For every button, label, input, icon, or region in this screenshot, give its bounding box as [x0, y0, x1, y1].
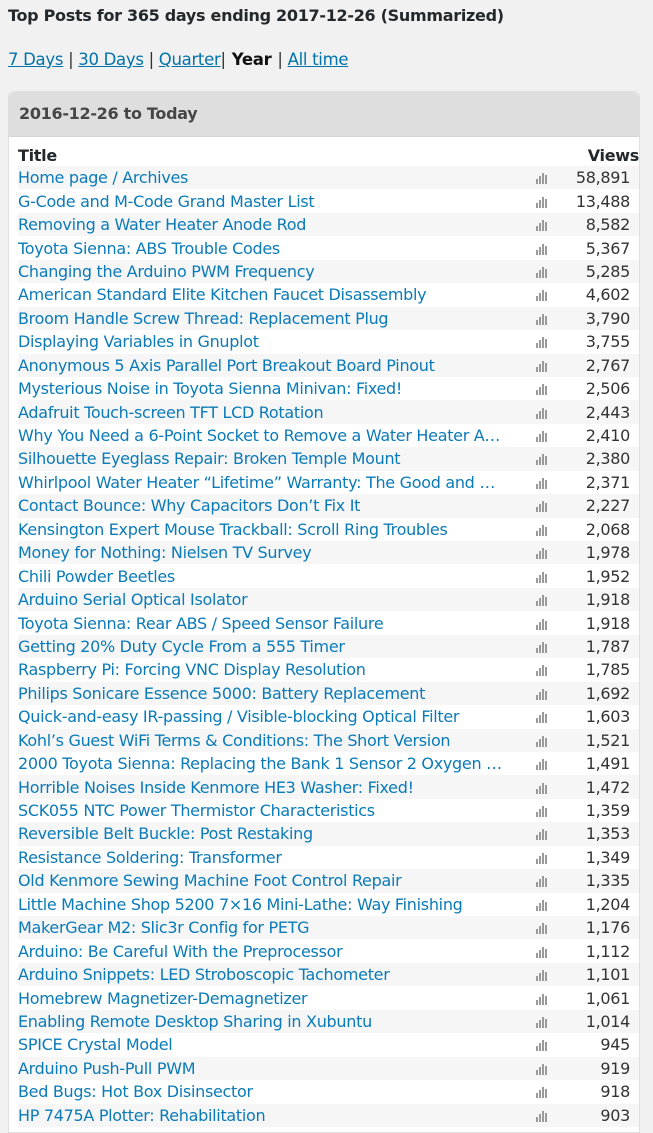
post-views: 2,443	[585, 402, 630, 422]
chart-bars-icon[interactable]	[536, 431, 547, 442]
post-views: 945	[600, 1035, 630, 1055]
post-views: 1,978	[585, 543, 630, 563]
post-views: 903	[600, 1105, 630, 1125]
post-views: 1,353	[585, 824, 630, 844]
table-row	[18, 822, 639, 845]
chart-bars-icon[interactable]	[536, 290, 547, 301]
chart-bars-icon[interactable]	[536, 1111, 547, 1122]
table-row	[18, 963, 639, 986]
post-title-link[interactable]: SCK055 NTC Power Thermistor Characteristics	[18, 801, 375, 821]
post-title-link[interactable]: Removing a Water Heater Anode Rod	[18, 215, 307, 235]
stats-cell	[530, 869, 552, 892]
stats-cell	[530, 424, 552, 447]
table-row	[18, 1104, 639, 1127]
post-title-link[interactable]: HP 7475A Plotter: Rehabilitation	[18, 1105, 266, 1125]
post-title-cell	[18, 1104, 530, 1127]
post-title-cell	[18, 307, 530, 330]
post-title-cell	[18, 330, 530, 353]
post-title-link[interactable]: Little Machine Shop 5200 7×16 Mini-Lathe: Way Finishing	[18, 894, 463, 914]
post-title-cell	[18, 564, 530, 587]
chart-bars-icon[interactable]	[536, 1087, 547, 1098]
chart-bars-icon[interactable]	[536, 220, 547, 231]
post-views: 919	[600, 1058, 630, 1078]
stats-cell	[530, 682, 552, 705]
table-row	[18, 283, 639, 306]
stats-cell	[530, 775, 552, 798]
post-views: 1,491	[585, 754, 630, 774]
stats-cell	[530, 447, 552, 470]
stats-cell	[530, 939, 552, 962]
post-title-cell	[18, 611, 530, 634]
post-views: 5,367	[585, 238, 630, 258]
table-row	[18, 869, 639, 892]
post-views: 2,227	[585, 496, 630, 516]
chart-bars-icon[interactable]	[536, 947, 547, 958]
post-title-cell	[18, 893, 530, 916]
period-quarter-link[interactable]: Quarter	[158, 50, 221, 69]
table-row	[18, 377, 639, 400]
post-views: 13,488	[575, 191, 630, 211]
post-title-cell	[18, 424, 530, 447]
table-row	[18, 189, 639, 212]
panel-header	[9, 92, 639, 137]
stats-cell	[530, 1057, 552, 1080]
post-title-cell	[18, 1033, 530, 1056]
chart-bars-icon[interactable]	[536, 501, 547, 512]
post-views: 2,410	[585, 426, 630, 446]
stats-cell	[530, 354, 552, 377]
table-row	[18, 705, 639, 728]
top-posts-panel	[8, 91, 640, 1133]
chart-bars-icon[interactable]	[536, 736, 547, 747]
post-title-link[interactable]: Arduino Push-Pull PWM	[18, 1058, 196, 1078]
post-views: 1,061	[585, 988, 630, 1008]
period-all-time-link[interactable]: All time	[287, 50, 349, 69]
post-title-cell	[18, 939, 530, 962]
chart-bars-icon[interactable]	[536, 525, 547, 536]
post-title-cell	[18, 400, 530, 423]
table-row	[18, 1010, 639, 1033]
stats-cell	[530, 400, 552, 423]
chart-bars-icon[interactable]	[536, 900, 547, 911]
separator: |	[220, 50, 226, 69]
post-title-cell	[18, 869, 530, 892]
chart-bars-icon[interactable]	[536, 665, 547, 676]
post-title-cell	[18, 260, 530, 283]
panel-title: 2016-12-26 to Today	[19, 104, 198, 123]
table-row	[18, 635, 639, 658]
table-row	[18, 424, 639, 447]
chart-bars-icon[interactable]	[536, 876, 547, 887]
stats-cell	[530, 1010, 552, 1033]
chart-bars-icon[interactable]	[536, 361, 547, 372]
post-title-cell	[18, 213, 530, 236]
table-row	[18, 541, 639, 564]
table-row	[18, 752, 639, 775]
stats-cell	[530, 752, 552, 775]
post-title-link[interactable]: Toyota Sienna: ABS Trouble Codes	[18, 238, 280, 258]
chart-bars-icon[interactable]	[536, 173, 547, 184]
chart-bars-icon[interactable]	[536, 454, 547, 465]
post-title-link[interactable]: Mysterious Noise in Toyota Sienna Minivan: Fixed!	[18, 379, 403, 399]
post-title-link[interactable]: Kohl’s Guest WiFi Terms & Conditions: The Short Version	[18, 730, 451, 750]
post-views: 1,349	[585, 847, 630, 867]
post-title-link[interactable]: Contact Bounce: Why Capacitors Don’t Fix It	[18, 496, 361, 516]
table-row	[18, 307, 639, 330]
post-title-cell	[18, 658, 530, 681]
table-header-row	[18, 137, 639, 166]
post-title-link[interactable]: Anonymous 5 Axis Parallel Port Breakout Board Pinout	[18, 355, 435, 375]
post-views: 2,371	[585, 472, 630, 492]
post-title-link[interactable]: Old Kenmore Sewing Machine Foot Control Repair	[18, 871, 402, 891]
post-views: 2,767	[585, 355, 630, 375]
post-views: 1,918	[585, 590, 630, 610]
post-views: 1,101	[585, 965, 630, 985]
separator: |	[148, 50, 154, 69]
post-title-link[interactable]: SPICE Crystal Model	[18, 1035, 173, 1055]
post-title-link[interactable]: Broom Handle Screw Thread: Replacement Plug	[18, 308, 389, 328]
chart-bars-icon[interactable]	[536, 994, 547, 1005]
post-views: 1,952	[585, 566, 630, 586]
post-title-cell	[18, 541, 530, 564]
chart-bars-icon[interactable]	[536, 759, 547, 770]
table-row	[18, 916, 639, 939]
post-title-link[interactable]: Silhouette Eyeglass Repair: Broken Temple Mount	[18, 449, 401, 469]
post-title-cell	[18, 799, 530, 822]
stats-cell	[530, 564, 552, 587]
chart-bars-icon[interactable]	[536, 408, 547, 419]
post-title-link[interactable]: Money for Nothing: Nielsen TV Survey	[18, 543, 312, 563]
table-row	[18, 611, 639, 634]
stats-cell	[530, 986, 552, 1009]
table-row	[18, 1080, 639, 1103]
post-views: 1,014	[585, 1011, 630, 1031]
post-views: 1,787	[585, 636, 630, 656]
post-title-link[interactable]: Horrible Noises Inside Kenmore HE3 Washer: Fixed!	[18, 777, 414, 797]
stats-cell	[530, 658, 552, 681]
post-title-link[interactable]: Philips Sonicare Essence 5000: Battery Replacement	[18, 683, 426, 703]
post-views: 1,785	[585, 660, 630, 680]
table-row	[18, 588, 639, 611]
table-row	[18, 1057, 639, 1080]
chart-bars-icon[interactable]	[536, 853, 547, 864]
column-title-header: Title	[18, 146, 57, 165]
post-title-cell	[18, 518, 530, 541]
table-row	[18, 330, 639, 353]
table-row	[18, 986, 639, 1009]
stats-cell	[530, 377, 552, 400]
stats-cell	[530, 166, 552, 189]
stats-cell	[530, 822, 552, 845]
stats-cell	[530, 963, 552, 986]
post-title-link[interactable]: Enabling Remote Desktop Sharing in Xubuntu	[18, 1011, 372, 1031]
stats-cell	[530, 893, 552, 916]
post-views: 1,112	[585, 941, 630, 961]
top-posts-table	[18, 137, 639, 1127]
post-title-cell	[18, 588, 530, 611]
table-row	[18, 494, 639, 517]
post-title-link[interactable]: Resistance Soldering: Transformer	[18, 847, 282, 867]
post-views: 1,335	[585, 871, 630, 891]
stats-cell	[530, 307, 552, 330]
post-views: 58,891	[575, 168, 630, 188]
stats-cell	[530, 846, 552, 869]
post-views: 1,472	[585, 777, 630, 797]
stats-cell	[530, 1104, 552, 1127]
post-views: 1,692	[585, 683, 630, 703]
chart-bars-icon[interactable]	[536, 337, 547, 348]
post-views: 918	[600, 1082, 630, 1102]
post-title-cell	[18, 236, 530, 259]
post-title-cell	[18, 729, 530, 752]
stats-cell	[530, 471, 552, 494]
column-icon-header	[530, 137, 552, 166]
post-title-link[interactable]: 2000 Toyota Sienna: Replacing the Bank 1 Sensor 2 Oxygen …	[18, 754, 502, 774]
period-7-days-link[interactable]: 7 Days	[8, 50, 64, 69]
post-title-link[interactable]: Quick-and-easy IR-passing / Visible-blocking Optical Filter	[18, 707, 460, 727]
chart-bars-icon[interactable]	[536, 548, 547, 559]
stats-cell	[530, 260, 552, 283]
post-title-cell	[18, 494, 530, 517]
post-title-link[interactable]: Getting 20% Duty Cycle From a 555 Timer	[18, 636, 345, 656]
chart-bars-icon[interactable]	[536, 923, 547, 934]
stats-cell	[530, 494, 552, 517]
table-row	[18, 354, 639, 377]
table-row	[18, 939, 639, 962]
stats-cell	[530, 729, 552, 752]
post-views: 1,204	[585, 894, 630, 914]
post-title-link[interactable]: Arduino: Be Careful With the Preprocessor	[18, 941, 343, 961]
post-title-link[interactable]: Reversible Belt Buckle: Post Restaking	[18, 824, 313, 844]
post-title-link[interactable]: Bed Bugs: Hot Box Disinsector	[18, 1082, 253, 1102]
chart-bars-icon[interactable]	[536, 619, 547, 630]
chart-bars-icon[interactable]	[536, 1040, 547, 1051]
stats-cell	[530, 799, 552, 822]
stats-cell	[530, 1080, 552, 1103]
stats-cell	[530, 635, 552, 658]
table-row	[18, 213, 639, 236]
post-title-link[interactable]: MakerGear M2: Slic3r Config for PETG	[18, 918, 310, 938]
post-title-link[interactable]: Home page / Archives	[18, 168, 189, 188]
chart-bars-icon[interactable]	[536, 572, 547, 583]
post-title-cell	[18, 846, 530, 869]
stats-cell	[530, 611, 552, 634]
post-views: 2,068	[585, 519, 630, 539]
table-row	[18, 260, 639, 283]
post-title-link[interactable]: Changing the Arduino PWM Frequency	[18, 261, 315, 281]
post-title-link[interactable]: Arduino Serial Optical Isolator	[18, 590, 248, 610]
post-title-cell	[18, 354, 530, 377]
post-title-link[interactable]: Whirlpool Water Heater “Lifetime” Warranty: The Good and …	[18, 472, 496, 492]
chart-bars-icon[interactable]	[536, 783, 547, 794]
post-views: 2,506	[585, 379, 630, 399]
post-title-link[interactable]: Adafruit Touch-screen TFT LCD Rotation	[18, 402, 324, 422]
table-row	[18, 799, 639, 822]
table-row	[18, 729, 639, 752]
chart-bars-icon[interactable]	[536, 642, 547, 653]
post-title-cell	[18, 189, 530, 212]
post-views: 1,521	[585, 730, 630, 750]
post-title-link[interactable]: Raspberry Pi: Forcing VNC Display Resolution	[18, 660, 366, 680]
table-row	[18, 471, 639, 494]
chart-bars-icon[interactable]	[536, 1017, 547, 1028]
stats-cell	[530, 189, 552, 212]
table-body	[18, 166, 639, 1127]
chart-bars-icon[interactable]	[536, 1064, 547, 1075]
chart-bars-icon[interactable]	[536, 970, 547, 981]
post-title-link[interactable]: Displaying Variables in Gnuplot	[18, 332, 259, 352]
chart-bars-icon[interactable]	[536, 197, 547, 208]
post-title-link[interactable]: Toyota Sienna: Rear ABS / Speed Sensor Failure	[18, 613, 384, 633]
table-row	[18, 846, 639, 869]
chart-bars-icon[interactable]	[536, 314, 547, 325]
table-row	[18, 1033, 639, 1056]
table-row	[18, 447, 639, 470]
post-views: 1,359	[585, 801, 630, 821]
table-row	[18, 518, 639, 541]
stats-cell	[530, 916, 552, 939]
separator: |	[277, 50, 283, 69]
chart-bars-icon[interactable]	[536, 267, 547, 278]
post-title-cell	[18, 822, 530, 845]
period-year-current: Year	[231, 50, 272, 69]
post-views: 5,285	[585, 261, 630, 281]
post-title-cell	[18, 986, 530, 1009]
table-row	[18, 658, 639, 681]
post-title-cell	[18, 377, 530, 400]
column-views-header: Views	[587, 146, 639, 165]
post-views: 3,755	[585, 332, 630, 352]
chart-bars-icon[interactable]	[536, 689, 547, 700]
table-row	[18, 682, 639, 705]
stats-cell	[530, 705, 552, 728]
table-row	[18, 893, 639, 916]
post-title-cell	[18, 1080, 530, 1103]
period-30-days-link[interactable]: 30 Days	[78, 50, 144, 69]
post-title-cell	[18, 705, 530, 728]
stats-cell	[530, 541, 552, 564]
post-title-cell	[18, 283, 530, 306]
post-title-link[interactable]: Arduino Snippets: LED Stroboscopic Tachometer	[18, 965, 390, 985]
post-title-cell	[18, 1057, 530, 1080]
table-row	[18, 775, 639, 798]
stats-cell	[530, 518, 552, 541]
post-views: 4,602	[585, 285, 630, 305]
chart-bars-icon[interactable]	[536, 595, 547, 606]
post-title-link[interactable]: Chili Powder Beetles	[18, 566, 175, 586]
page-title: Top Posts for 365 days ending 2017-12-26 (Summarized)	[8, 6, 504, 25]
post-title-cell	[18, 166, 530, 189]
table-row	[18, 564, 639, 587]
stats-cell	[530, 330, 552, 353]
post-views: 8,582	[585, 215, 630, 235]
post-views: 2,380	[585, 449, 630, 469]
post-title-link[interactable]: American Standard Elite Kitchen Faucet Disassembly	[18, 285, 427, 305]
post-title-cell	[18, 682, 530, 705]
post-title-cell	[18, 447, 530, 470]
post-views: 3,790	[585, 308, 630, 328]
separator: |	[68, 50, 74, 69]
post-title-cell	[18, 752, 530, 775]
post-views: 1,176	[585, 918, 630, 938]
post-views: 1,918	[585, 613, 630, 633]
chart-bars-icon[interactable]	[536, 244, 547, 255]
stats-cell	[530, 236, 552, 259]
chart-bars-icon[interactable]	[536, 384, 547, 395]
post-title-cell	[18, 775, 530, 798]
post-title-link[interactable]: Why You Need a 6-Point Socket to Remove a Water Heater A…	[18, 426, 501, 446]
post-title-cell	[18, 635, 530, 658]
post-title-link[interactable]: Kensington Expert Mouse Trackball: Scroll Ring Troubles	[18, 519, 448, 539]
post-views: 1,603	[585, 707, 630, 727]
chart-bars-icon[interactable]	[536, 712, 547, 723]
post-title-link[interactable]: Homebrew Magnetizer-Demagnetizer	[18, 988, 308, 1008]
post-title-cell	[18, 963, 530, 986]
stats-cell	[530, 283, 552, 306]
stats-cell	[530, 1033, 552, 1056]
chart-bars-icon[interactable]	[536, 806, 547, 817]
post-title-cell	[18, 916, 530, 939]
post-title-cell	[18, 471, 530, 494]
chart-bars-icon[interactable]	[536, 478, 547, 489]
post-title-link[interactable]: G-Code and M-Code Grand Master List	[18, 191, 315, 211]
stats-cell	[530, 213, 552, 236]
period-nav	[8, 50, 348, 69]
stats-cell	[530, 588, 552, 611]
table-row	[18, 166, 639, 189]
table-row	[18, 236, 639, 259]
table-row	[18, 400, 639, 423]
chart-bars-icon[interactable]	[536, 829, 547, 840]
post-title-cell	[18, 1010, 530, 1033]
